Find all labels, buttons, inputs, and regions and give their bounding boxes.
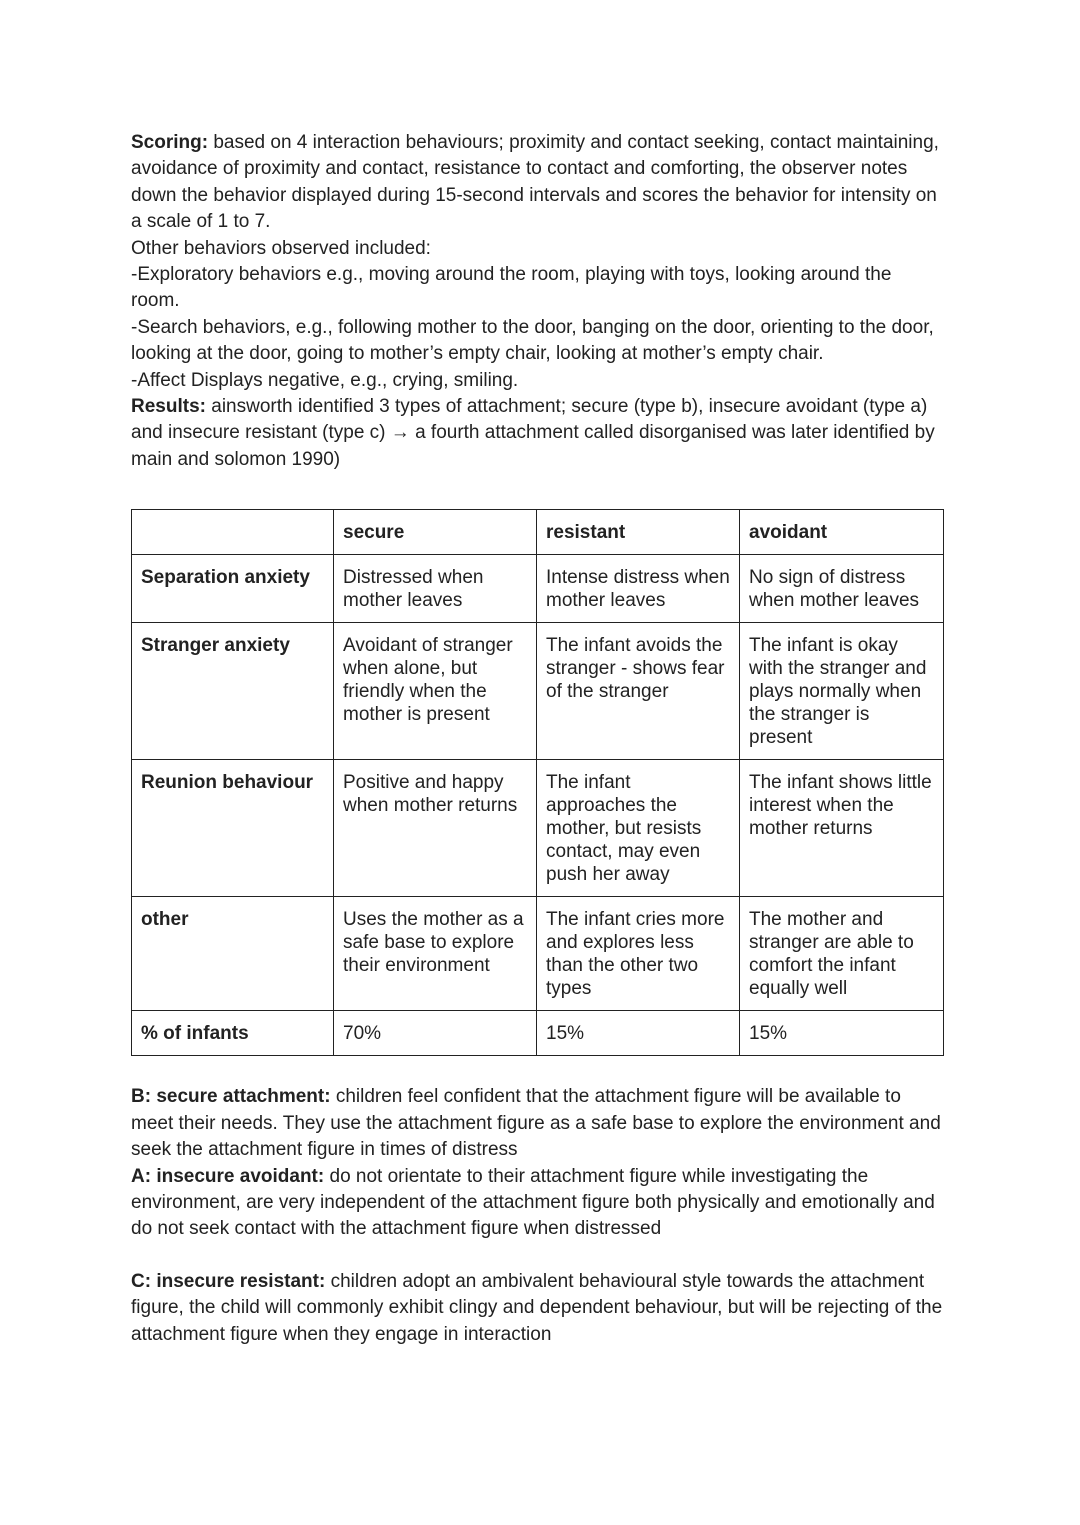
table-cell: 70% (334, 1011, 537, 1056)
results-text: ainsworth identified 3 types of attachment; secure (type b), insecure avoidant (type a) and insecure resistant (type c) → a fourth attachment called disorganised was later identified by main and solomon 1990) (131, 396, 935, 470)
other-behaviors-line: Other behaviors observed included: (131, 237, 431, 259)
results-label: Results: (131, 396, 206, 418)
table-cell: The infant cries more and explores less than the other two types (537, 897, 740, 1011)
resistant-definition (131, 1269, 943, 1348)
table-row (132, 760, 944, 897)
table-header-cell: secure (334, 510, 537, 555)
table-row (132, 1011, 944, 1056)
table-cell: Avoidant of stranger when alone, but friendly when the mother is present (334, 623, 537, 760)
resistant-definition-text: children adopt an ambivalent behavioural style towards the attachment figure, the child will commonly exhibit clingy and dependent behaviour, but will be rejecting of the attachment figure when they engage in interaction (131, 1270, 943, 1345)
table-cell: 15% (740, 1011, 944, 1056)
scoring-text: based on 4 interaction behaviours; proximity and contact seeking, contact maintaining, avoidance of proximity and contact, resistance to contact and comforting, the observer notes down the behavior displayed during 15-second intervals and scores the behavior for intensity on a scale of 1 to 7. (131, 132, 939, 233)
avoidant-definition-label: A: insecure avoidant: (131, 1165, 325, 1187)
secure-definition-label: B: secure attachment: (131, 1086, 331, 1108)
paragraph-spacer (131, 1243, 943, 1269)
table-header-row (132, 510, 944, 555)
resistant-definition-label: C: insecure resistant: (131, 1270, 326, 1292)
table-header-cell: avoidant (740, 510, 944, 555)
row-label: Separation anxiety (132, 555, 334, 623)
table-cell: No sign of distress when mother leaves (740, 555, 944, 623)
table-cell: The infant shows little interest when the mother returns (740, 760, 944, 897)
table-cell: Intense distress when mother leaves (537, 555, 740, 623)
avoidant-definition-text: do not orientate to their attachment figure while investigating the environment, are very independent of the attachment figure both physically and emotionally and do not seek contact with the attachment figure when distressed (131, 1165, 935, 1240)
row-label: % of infants (132, 1011, 334, 1056)
table-cell: Positive and happy when mother returns (334, 760, 537, 897)
scoring-paragraph (131, 130, 943, 236)
table-cell: Uses the mother as a safe base to explore their environment (334, 897, 537, 1011)
row-label: other (132, 897, 334, 1011)
table-header-cell (132, 510, 334, 555)
table-cell: The infant avoids the stranger - shows fear of the stranger (537, 623, 740, 760)
table-cell: 15% (537, 1011, 740, 1056)
secure-definition-text: children feel confident that the attachment figure will be available to meet their needs. They use the attachment figure as a safe base to explore the environment and seek the attachment figure in times of distress (131, 1086, 941, 1161)
scoring-label: Scoring: (131, 132, 209, 153)
secure-definition (131, 1084, 943, 1163)
exploratory-line: -Exploratory behaviors e.g., moving around the room, playing with toys, looking around the room. (131, 264, 892, 312)
table-row (132, 623, 944, 760)
table-header-cell: resistant (537, 510, 740, 555)
table-row (132, 555, 944, 623)
row-label: Stranger anxiety (132, 623, 334, 760)
table-row (132, 897, 944, 1011)
definitions-section (131, 1084, 943, 1348)
table-cell: The mother and stranger are able to comfort the infant equally well (740, 897, 944, 1011)
search-line: -Search behaviors, e.g., following mother to the door, banging on the door, orienting to the door, looking at the door, going to mother’s empty chair, looking at mother’s empty chair. (131, 316, 934, 365)
table-cell: The infant is okay with the stranger and plays normally when the stranger is present (740, 623, 944, 760)
row-label: Reunion behaviour (132, 760, 334, 897)
affect-line: -Affect Displays negative, e.g., crying, smiling. (131, 369, 519, 391)
attachment-types-table (131, 509, 944, 1056)
table-cell: The infant approaches the mother, but resists contact, may even push her away (537, 760, 740, 897)
table-cell: Distressed when mother leaves (334, 555, 537, 623)
avoidant-definition (131, 1164, 943, 1243)
results-paragraph (131, 394, 943, 473)
document-page (131, 130, 943, 1348)
